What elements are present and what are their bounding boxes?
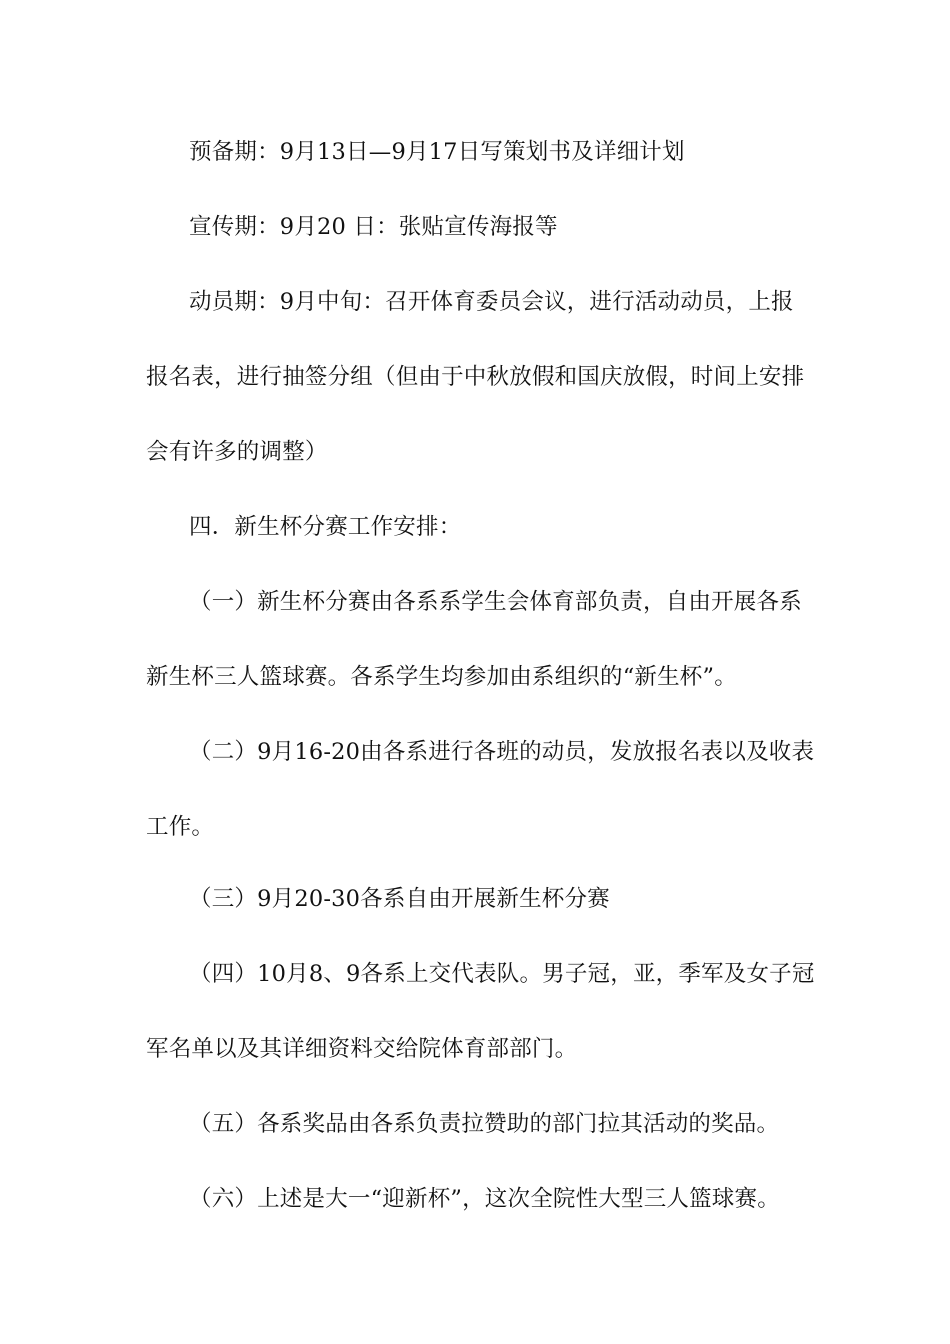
text-line-item-2: （二）9月16-20由各系进行各班的动员，发放报名表以及收表 [189, 739, 815, 765]
text-line-item-1-cont: 新生杯三人篮球赛。各系学生均参加由系组织的“新生杯”。 [146, 664, 737, 690]
text-line-item-6: （六）上述是大一“迎新杯”，这次全院性大型三人篮球赛。 [189, 1186, 780, 1212]
text-line-item-1: （一）新生杯分赛由各系系学生会体育部负责，自由开展各系 [189, 589, 802, 615]
text-line-preparation: 预备期：9月13日—9月17日写策划书及详细计划 [189, 139, 685, 165]
text-line-mobilization-cont: 报名表，进行抽签分组（但由于中秋放假和国庆放假，时间上安排 [146, 364, 805, 390]
text-line-item-2-cont: 工作。 [146, 814, 215, 840]
text-line-mobilization-end: 会有许多的调整） [146, 439, 328, 465]
text-line-item-4: （四）10月8、9各系上交代表队。男子冠，亚，季军及女子冠 [189, 961, 815, 987]
text-line-publicity: 宣传期：9月20 日：张贴宣传海报等 [189, 214, 558, 240]
text-line-item-3: （三）9月20-30各系自由开展新生杯分赛 [189, 886, 610, 912]
text-line-item-4-cont: 军名单以及其详细资料交给院体育部部门。 [146, 1036, 578, 1062]
text-line-item-5: （五）各系奖品由各系负责拉赞助的部门拉其活动的奖品。 [189, 1111, 780, 1137]
section-heading: 四．新生杯分赛工作安排： [189, 514, 462, 540]
text-line-mobilization: 动员期：9月中旬：召开体育委员会议，进行活动动员，上报 [189, 289, 794, 315]
